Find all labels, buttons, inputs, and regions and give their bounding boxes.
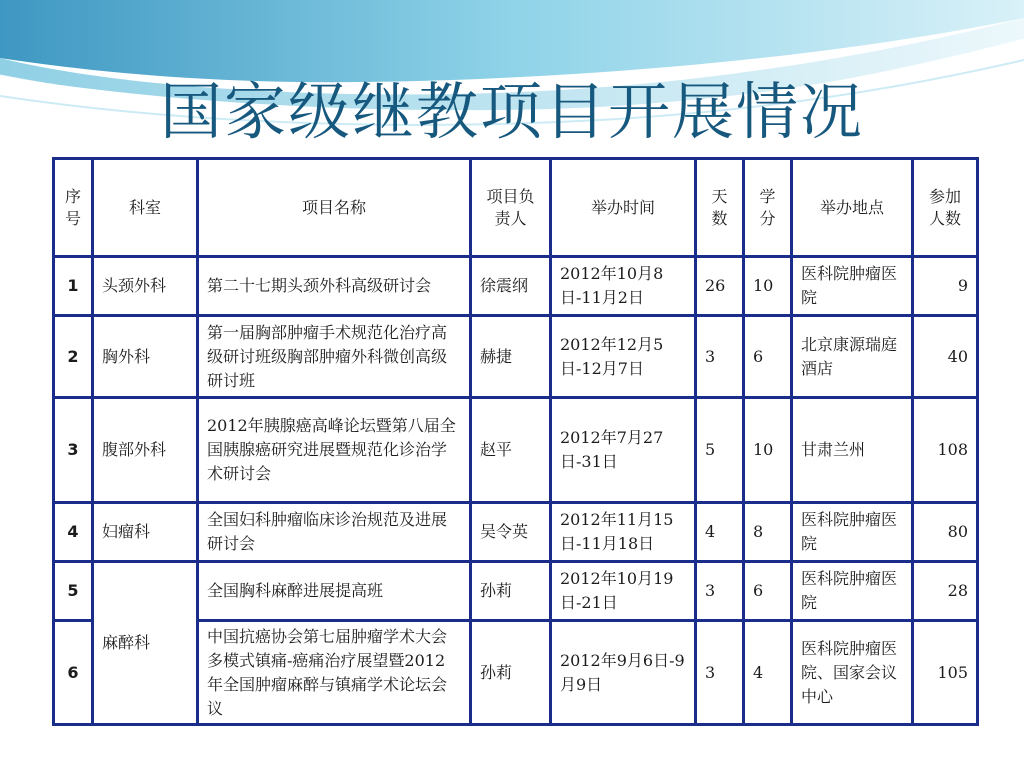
row-count: 105 — [913, 621, 978, 725]
row-lead: 吴令英 — [471, 503, 551, 562]
row-time: 2012年7月27日-31日 — [551, 398, 696, 503]
row-dept: 麻醉科 — [93, 562, 198, 725]
row-credits: 4 — [744, 621, 792, 725]
header-dept: 科室 — [93, 159, 198, 257]
row-place: 北京康源瑞庭酒店 — [792, 316, 913, 398]
row-place: 医科院肿瘤医院 — [792, 257, 913, 316]
table-row — [54, 257, 978, 316]
project-table — [52, 157, 979, 726]
row-seq: 5 — [54, 562, 93, 621]
row-dept: 胸外科 — [93, 316, 198, 398]
row-place: 医科院肿瘤医院 — [792, 503, 913, 562]
row-project-name: 第一届胸部肿瘤手术规范化治疗高级研讨班级胸部肿瘤外科微创高级研讨班 — [198, 316, 471, 398]
row-place: 医科院肿瘤医院、国家会议中心 — [792, 621, 913, 725]
row-project-name: 第二十七期头颈外科高级研讨会 — [198, 257, 471, 316]
row-seq: 1 — [54, 257, 93, 316]
header-count: 参加人数 — [913, 159, 978, 257]
row-dept: 腹部外科 — [93, 398, 198, 503]
row-dept: 头颈外科 — [93, 257, 198, 316]
header-credits: 学分 — [744, 159, 792, 257]
header-days: 天数 — [696, 159, 744, 257]
row-credits: 8 — [744, 503, 792, 562]
row-place: 医科院肿瘤医院 — [792, 562, 913, 621]
row-seq: 2 — [54, 316, 93, 398]
row-time: 2012年11月15日-11月18日 — [551, 503, 696, 562]
row-lead: 徐震纲 — [471, 257, 551, 316]
row-credits: 6 — [744, 316, 792, 398]
row-days: 3 — [696, 316, 744, 398]
row-credits: 10 — [744, 398, 792, 503]
row-time: 2012年9月6日-9月9日 — [551, 621, 696, 725]
row-seq: 3 — [54, 398, 93, 503]
row-place: 甘肃兰州 — [792, 398, 913, 503]
row-seq: 6 — [54, 621, 93, 725]
header-place: 举办地点 — [792, 159, 913, 257]
row-credits: 10 — [744, 257, 792, 316]
table-header-row — [54, 159, 978, 257]
row-lead: 孙莉 — [471, 621, 551, 725]
page-title: 国家级继教项目开展情况 — [159, 75, 864, 148]
row-project-name: 中国抗癌协会第七届肿瘤学术大会多模式镇痛-癌痛治疗展望暨2012年全国肿瘤麻醉与镇痛学术论坛会议 — [198, 621, 471, 725]
row-project-name: 全国胸科麻醉进展提高班 — [198, 562, 471, 621]
header-seq: 序号 — [54, 159, 93, 257]
row-lead: 赵平 — [471, 398, 551, 503]
table-row — [54, 398, 978, 503]
table-row — [54, 503, 978, 562]
row-count: 108 — [913, 398, 978, 503]
header-lead: 项目负责人 — [471, 159, 551, 257]
row-project-name: 2012年胰腺癌高峰论坛暨第八届全国胰腺癌研究进展暨规范化诊治学术研讨会 — [198, 398, 471, 503]
row-lead: 赫捷 — [471, 316, 551, 398]
row-days: 26 — [696, 257, 744, 316]
header-time: 举办时间 — [551, 159, 696, 257]
row-days: 3 — [696, 621, 744, 725]
row-time: 2012年12月5日-12月7日 — [551, 316, 696, 398]
row-time: 2012年10月19日-21日 — [551, 562, 696, 621]
header-project-name: 项目名称 — [198, 159, 471, 257]
row-time: 2012年10月8日-11月2日 — [551, 257, 696, 316]
table-row — [54, 316, 978, 398]
row-lead: 孙莉 — [471, 562, 551, 621]
row-count: 40 — [913, 316, 978, 398]
row-credits: 6 — [744, 562, 792, 621]
row-count: 9 — [913, 257, 978, 316]
row-days: 5 — [696, 398, 744, 503]
row-project-name: 全国妇科肿瘤临床诊治规范及进展研讨会 — [198, 503, 471, 562]
row-days: 3 — [696, 562, 744, 621]
table-row — [54, 562, 978, 621]
row-seq: 4 — [54, 503, 93, 562]
row-count: 80 — [913, 503, 978, 562]
row-count: 28 — [913, 562, 978, 621]
row-dept: 妇瘤科 — [93, 503, 198, 562]
row-days: 4 — [696, 503, 744, 562]
